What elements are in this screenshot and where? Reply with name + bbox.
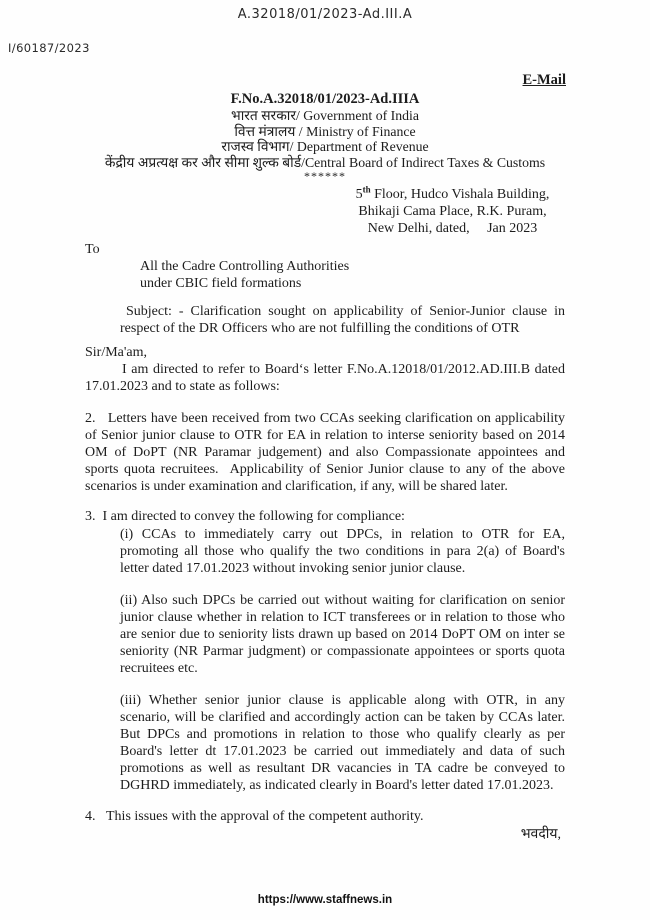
closing-salutation: भवदीय,: [520, 827, 561, 842]
top-reference-number: A.32018/01/2023-Ad.III.A: [237, 7, 413, 22]
address-line-1-rest: Floor, Hudco Vishala Building,: [370, 187, 550, 202]
email-mode-label: E-Mail: [522, 72, 566, 88]
paragraph-2: 2. Letters have been received from two CCAs seeking clarification on applicability of Senior junior clause to OTR for EA in relation to interse seniority based on 2014 OM of DoPT (NR Paramar judgement) and also Compassionate appointees and sports quota recruitees. Applicability of Senior Junior clause to any of the above scenarios is under examination and clarification, if any, will be shared later.: [85, 411, 565, 494]
org-line-board: केंद्रीय अप्रत्यक्ष कर और सीमा शुल्क बोर्ड/Central Board of Indirect Taxes & Customs: [104, 154, 546, 170]
paragraph-3-item-ii: (ii) Also such DPCs be carried out without waiting for clarification on senior junior clause whether in relation to ICT transferees or in relation to those who are senior due to seniority lists drawn up based on 2014 DoPT OM on inter se seniority (NR Parmar judgment) or compassionate appointees or sports quota recruitees etc.: [120, 593, 565, 676]
paragraph-4: 4. This issues with the approval of the competent authority.: [85, 809, 424, 824]
address-line-3: New Delhi, dated, Jan 2023: [367, 221, 538, 236]
file-number: F.No.A.32018/01/2023-Ad.IIIA: [230, 91, 420, 107]
recipient-line-2: under CBIC field formations: [140, 276, 302, 291]
org-line-ministry: वित्त मंत्रालय / Ministry of Finance: [234, 123, 416, 139]
org-line-department: राजस्व विभाग/ Department of Revenue: [221, 139, 429, 154]
salutation: Sir/Ma'am,: [85, 345, 148, 360]
paragraph-1: I am directed to refer to Board‘s letter F.No.A.12018/01/2012.AD.III.B dated 17.01.2023 and to state as follows:: [85, 362, 565, 394]
separator-stars: ******: [304, 169, 346, 183]
address-floor-number: 5: [355, 187, 363, 202]
paragraph-3-lead: 3. I am directed to convey the following for compliance:: [85, 509, 405, 524]
letter-body: [85, 90, 565, 843]
recipient-line-1: All the Cadre Controlling Authorities: [140, 259, 350, 274]
paragraph-3-item-i: (i) CCAs to immediately carry out DPCs, in relation to OTR for EA, promoting all those who qualify the two conditions in para 2(a) of Board's letter dated 17.01.2023 without invoking senior junior clause.: [120, 527, 565, 576]
org-line-govt: भारत सरकार/ Government of India: [231, 108, 419, 123]
office-address: [340, 186, 565, 237]
address-line-1: [340, 186, 565, 203]
recipient-block: [140, 258, 565, 292]
to-label: To: [85, 242, 100, 257]
efile-id: I/60187/2023: [8, 41, 90, 55]
paragraph-3-item-iii: (iii) Whether senior junior clause is applicable along with OTR, in any scenario, will be clarified and accordingly action can be taken by CCAs later. But DPCs and promotions in relation to those who qualify clearly as per Board's letter dt 17.01.2023 be carried out immediately and data of such promotions as well as resultant DR vacancies in TA cadre be conveyed to DGHRD immediately, as indicated clearly in Board's letter dated 17.01.2023.: [120, 693, 565, 793]
watermark-url: https://www.staffnews.in: [257, 894, 393, 906]
subject-line: Subject: - Clarification sought on applicability of Senior-Junior clause in respect of the DR Officers who are not fulfilling the conditions of OTR: [120, 304, 565, 336]
address-floor-ordinal: th: [362, 184, 371, 195]
address-line-2: Bhikaji Cama Place, R.K. Puram,: [358, 204, 547, 219]
